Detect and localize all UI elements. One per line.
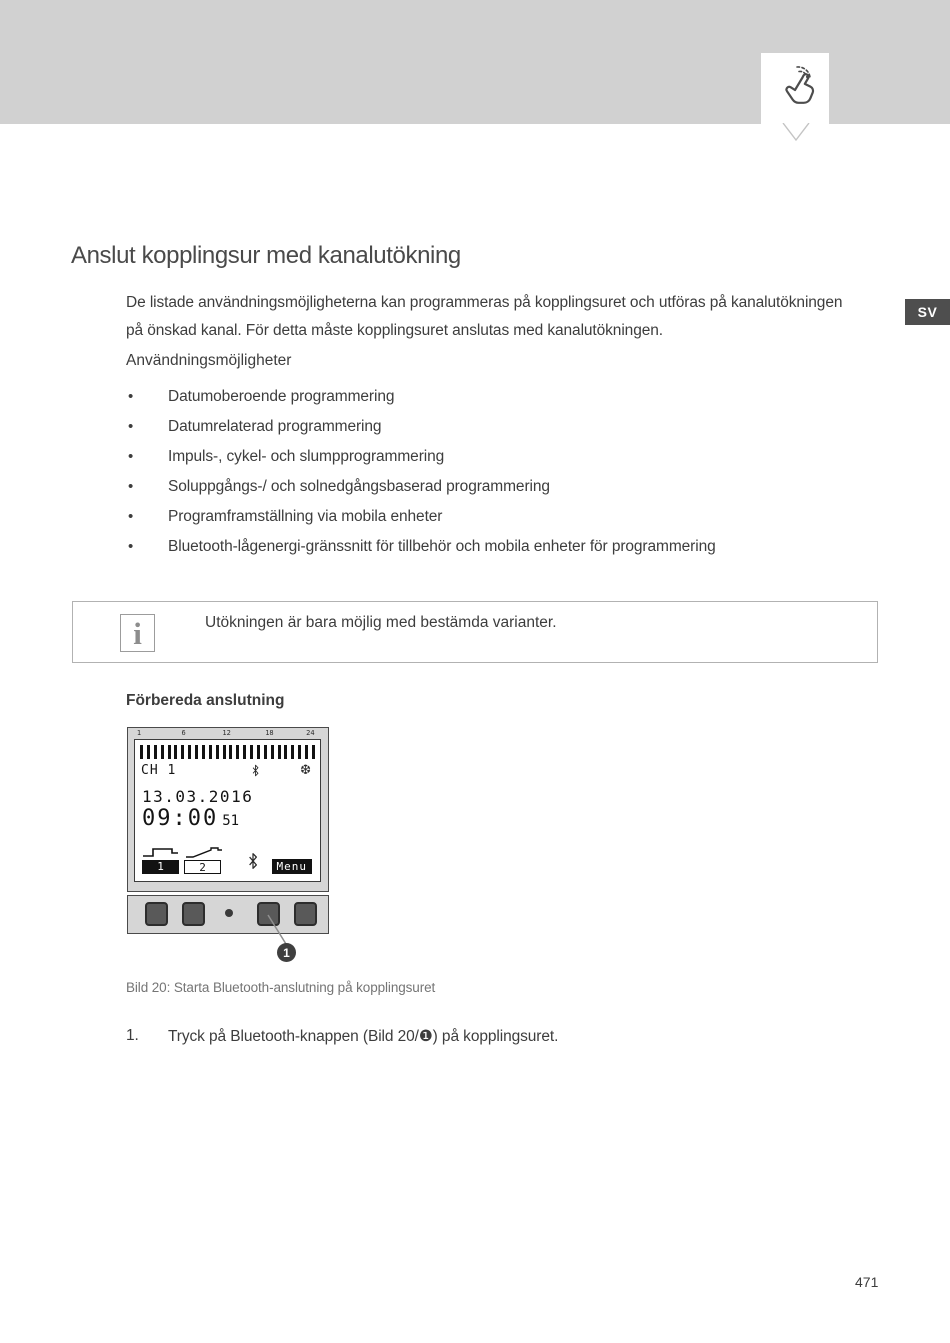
list-item-label: Datumrelaterad programmering [168,418,382,435]
bullet-marker: • [128,418,134,435]
segment-tick [291,745,294,759]
timer-device-figure [127,727,330,935]
channel2-waveform-icon [185,846,223,858]
list-item-label: Datumoberoende programmering [168,388,395,405]
segment-tick [229,745,232,759]
reset-pinhole [225,909,233,917]
segment-tick [284,745,287,759]
bullet-marker: • [128,388,134,405]
usage-list [126,382,866,562]
list-item [126,502,866,532]
segment-tick [181,745,184,759]
list-item-label: Impuls-, cykel- och slumpprogrammering [168,448,445,465]
bullet-marker: • [128,478,134,495]
list-item [126,472,866,502]
bullet-marker: • [128,508,134,525]
step-text: Tryck på Bluetooth-knappen (Bild 20/❶) på kopplingsuret. [168,1028,559,1045]
device-button-2 [182,902,205,926]
segment-tick [202,745,205,759]
chapter-marker-flag [761,53,829,124]
segment-tick [216,745,219,759]
segment-tick [298,745,301,759]
info-note-box [72,601,878,663]
figure-caption: Bild 20: Starta Bluetooth-anslutning på kopplingsuret [126,980,436,995]
list-item [126,532,866,562]
bluetooth-button [257,902,280,926]
intro-line-2: på önskad kanal. För detta måste kopplingsuret anslutas med kanalutökningen. [126,322,663,339]
list-item [126,382,866,412]
intro-line-1: De listade användningsmöjligheterna kan programmeras på kopplingsuret och utföras på kanalutökningen [126,294,843,311]
hour-scale-label: 18 [265,729,274,737]
segment-tick [147,745,150,759]
segment-tick [257,745,260,759]
bullet-marker: • [128,538,134,555]
segment-tick [168,745,171,759]
hour-scale-label: 24 [306,729,315,737]
channel2-indicator: 2 [184,860,221,874]
flag-pointer [782,123,810,142]
segment-ticks [140,745,315,759]
list-item [126,442,866,472]
list-item [126,412,866,442]
instruction-step-1 [126,1027,558,1046]
segment-tick [161,745,164,759]
menu-softkey-label: Menu [272,859,313,874]
device-button-panel [127,895,329,934]
hour-scale-label: 12 [222,729,231,737]
segment-tick [195,745,198,759]
device-button-4 [294,902,317,926]
device-button-1 [145,902,168,926]
segment-tick [154,745,157,759]
channel1-waveform-icon [142,846,180,858]
segment-tick [223,745,226,759]
channel1-indicator: 1 [142,860,179,874]
info-icon: i [120,614,155,652]
intro-paragraph [126,289,886,345]
list-item-label: Programframställning via mobila enheter [168,508,443,525]
segment-tick [278,745,281,759]
segment-tick [312,745,315,759]
display-seconds: 51 [222,813,240,829]
display-time-row [142,806,239,831]
usage-list-heading: Användningsmöjligheter [126,352,292,369]
segment-tick [174,745,177,759]
device-frame [127,727,329,892]
segment-tick [264,745,267,759]
tap-gesture-icon [773,61,817,115]
segment-tick [271,745,274,759]
callout-1-badge: 1 [277,943,296,962]
bullet-marker: • [128,448,134,465]
bluetooth-small-icon [251,764,260,777]
channel-label: CH 1 [141,763,177,778]
segment-tick [209,745,212,759]
list-item-label: Soluppgångs-/ och solnedgångsbaserad programmering [168,478,550,495]
segment-tick [243,745,246,759]
hour-scale-label: 6 [181,729,186,737]
segment-tick [236,745,239,759]
device-display [134,739,321,882]
list-item-label: Bluetooth-lågenergi-gränssnitt för tillbehör och mobila enheter för programmering [168,538,716,555]
hour-scale [135,728,321,739]
segment-tick [188,745,191,759]
segment-tick [305,745,308,759]
language-tab-sv: SV [905,299,950,325]
step-number: 1. [126,1027,139,1044]
page-number: 471 [855,1274,879,1290]
display-date: 13.03.2016 [142,787,254,806]
info-note-text: Utökningen är bara möjlig med bestämda varianter. [205,614,557,631]
hour-scale-label: 1 [136,729,142,737]
page-title: Anslut kopplingsur med kanalutökning [71,242,461,269]
display-time: 09:00 [142,806,219,831]
bluetooth-icon [247,852,259,870]
snowflake-icon: ❆ [300,762,311,777]
section-heading: Förbereda anslutning [126,692,285,709]
segment-tick [140,745,143,759]
segment-tick [250,745,253,759]
